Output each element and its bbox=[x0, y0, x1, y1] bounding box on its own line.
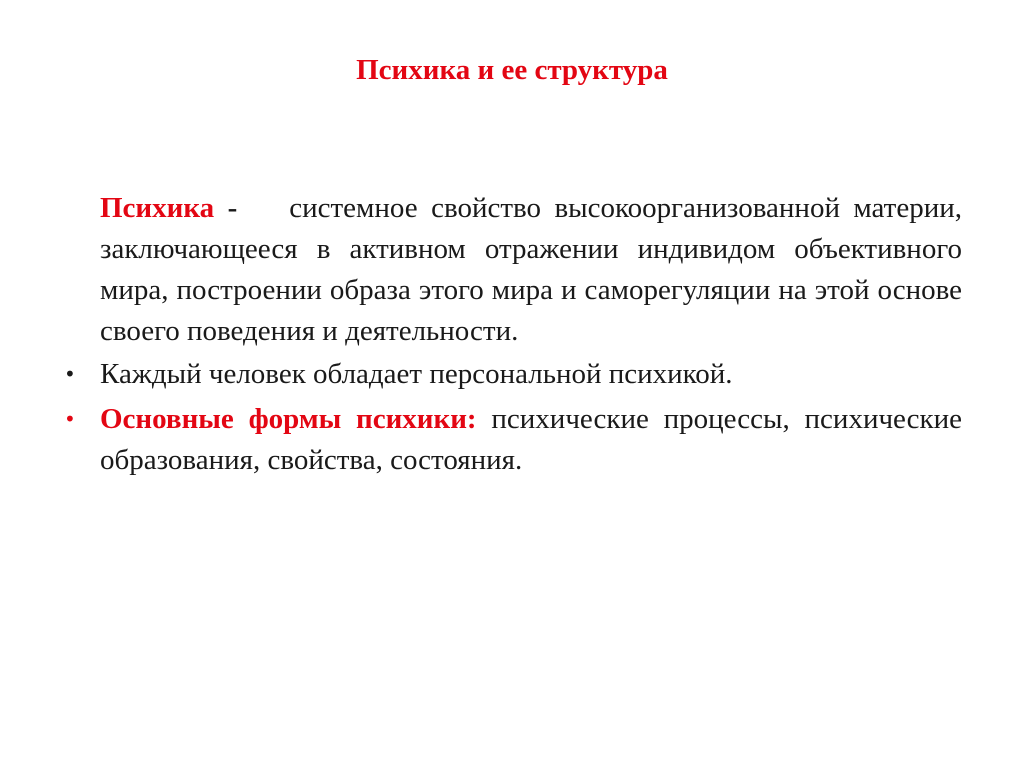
definition-term: Психика bbox=[100, 192, 215, 224]
definition-paragraph bbox=[100, 188, 962, 352]
bullet-text: психические процессы, психические образования, свойства, состояния. bbox=[100, 403, 962, 476]
bullet-icon: • bbox=[64, 362, 76, 386]
slide-body bbox=[64, 188, 963, 481]
definition-dash: - bbox=[227, 192, 238, 224]
bullet-icon: • bbox=[64, 407, 76, 431]
bullet-item-personal-psyche bbox=[64, 354, 962, 395]
bullet-item-forms-of-psyche bbox=[64, 399, 962, 481]
definition-text: системное свойство высокоорганизованной материи, заключающееся в активном отражении индивидом объективного мира, построении образа этого мира и саморегуляции на этой основе своего поведения и деятельности. bbox=[100, 192, 963, 347]
slide-title: Психика и ее структура bbox=[356, 54, 668, 86]
bullet-text: Каждый человек обладает персональной психикой. bbox=[100, 358, 733, 390]
bullet-highlight: Основные формы психики: bbox=[100, 403, 477, 435]
